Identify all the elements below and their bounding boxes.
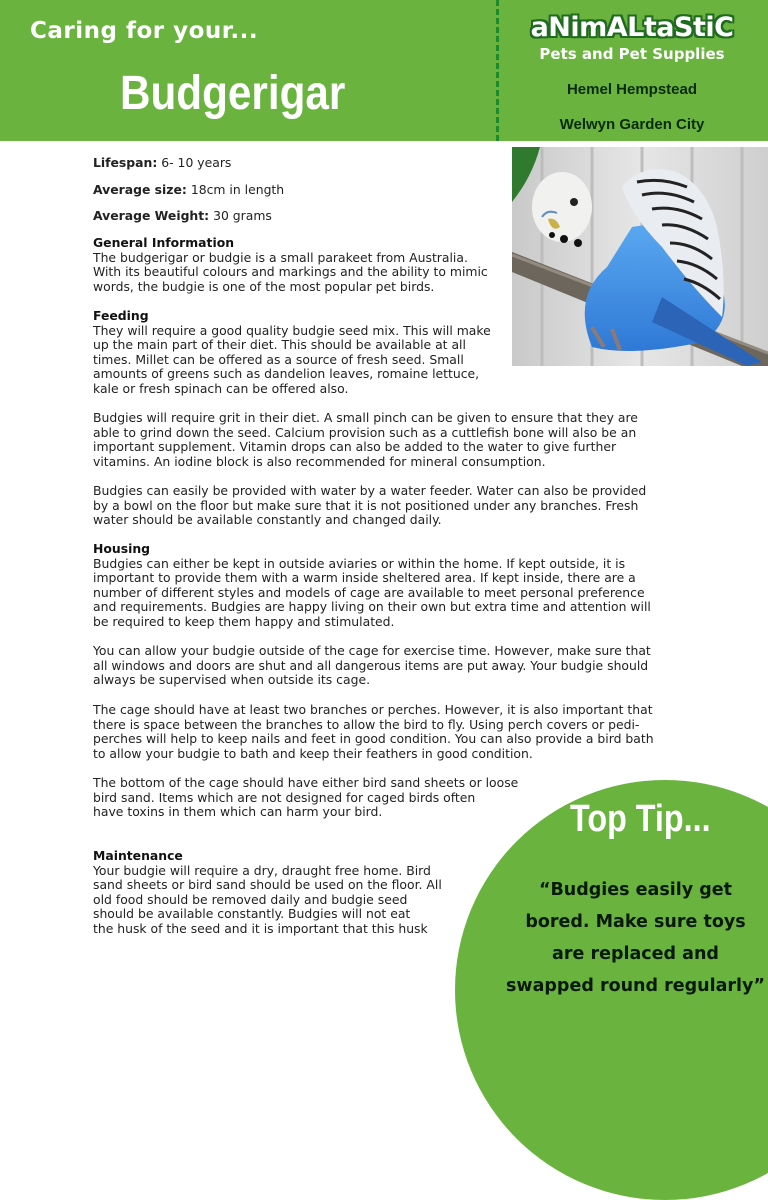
housing-section [93,542,651,630]
housing-line: number of different styles and models of cage are available to meet personal preference [93,584,645,600]
housing-line: Budgies can either be kept in outside aviaries or within the home. If kept outside, it is [93,555,626,571]
housing-line: The cage should have at least two branches or perches. However, it is also important that [93,702,653,717]
feeding-section [93,309,491,397]
maintenance-line: Your budgie will require a dry, draught free home. Bird [93,862,431,878]
lifespan-value: 6- 10 years [157,155,232,170]
top-tip-quote [503,874,768,1002]
feeding-line: times. Millet can be offered as a source of fresh seed. Small [93,351,464,367]
weight-line [93,209,272,224]
top-tip-title: Top Tip... [570,798,711,840]
feeding-line: water should be available constantly and changed daily. [93,512,442,528]
tip-line: “Budgies easily get [538,880,733,900]
feeding-line: kale or fresh spinach can be offered also. [93,380,349,396]
housing-cage-bottom-paragraph [93,776,518,820]
size-line [93,183,284,198]
housing-line: have toxins in them which can harm your bird. [93,804,383,820]
feeding-heading: Feeding [93,308,149,323]
housing-line: to allow your budgie to bath and keep their feathers in good condition. [93,745,533,761]
general-line: words, the budgie is one of the most popular pet birds. [93,278,435,294]
housing-line: be required to keep them happy and stimulated. [93,613,395,629]
housing-line: bird sand. Items which are not designed for caged birds often [93,789,476,805]
maintenance-line: should be available constantly. Budgies will not eat [93,906,411,922]
feeding-line: vitamins. An iodine block is also recommended for mineral consumption. [93,453,546,469]
general-heading: General Information [93,235,235,250]
size-label: Average size: [93,182,187,197]
tip-line: swapped round regularly” [506,976,765,996]
weight-value: 30 grams [209,208,272,223]
header-divider [496,0,499,141]
feeding-line: by a bowl on the floor but make sure that it is not positioned under any branches. Fresh [93,497,639,513]
feeding-line: important supplement. Vitamin drops can also be added to the water to give further [93,439,617,455]
feeding-line: Budgies will require grit in their diet. A small pinch can be given to ensure that they are [93,410,638,425]
housing-exercise-paragraph [93,644,651,688]
maintenance-line: the husk of the seed and it is important that this husk [93,920,428,936]
brand-logo: aNimALtaStiC [530,12,734,43]
feeding-water-paragraph [93,484,646,528]
budgie-photo [512,147,768,366]
housing-line: and requirements. Budgies are happy living on their own but extra time and attention will [93,599,651,615]
housing-line: perches will help to keep nails and feet in good condition. You can also provide a bird bath [93,731,654,747]
store-location-welwyn: Welwyn Garden City [559,116,705,133]
maintenance-heading: Maintenance [93,848,183,863]
housing-line: all windows and doors are shut and all dangerous items are put away. Your budgie should [93,657,649,673]
general-section [93,236,488,294]
feeding-grit-paragraph [93,411,638,469]
feeding-line: amounts of greens such as dandelion leaves, romaine lettuce, [93,366,480,382]
feeding-line: up the main part of their diet. This should be available at all [93,337,466,353]
housing-perches-paragraph [93,703,654,761]
general-line: With its beautiful colours and markings and the ability to mimic [93,264,488,280]
housing-line: always be supervised when outside its cage. [93,672,371,688]
feeding-line: They will require a good quality budgie seed mix. This will make [93,322,491,338]
size-value: 18cm in length [186,182,285,197]
lifespan-label: Lifespan: [93,155,158,170]
maintenance-line: old food should be removed daily and budgie seed [93,891,408,907]
store-location-hemel: Hemel Hempstead [566,81,698,98]
housing-line: You can allow your budgie outside of the cage for exercise time. However, make sure that [93,643,651,658]
lifespan-line [93,156,231,171]
weight-label: Average Weight: [93,208,210,223]
brand-tagline: Pets and Pet Supplies [539,45,725,63]
feeding-line: able to grind down the seed. Calcium provision such as a cuttlefish bone will also be an [93,424,637,440]
housing-line: The bottom of the cage should have either bird sand sheets or loose [93,775,519,790]
maintenance-section [93,849,442,937]
tip-line: bored. Make sure toys [525,912,746,932]
housing-line: important to provide them with a warm inside sheltered area. If kept inside, there are a [93,570,636,586]
housing-heading: Housing [93,541,151,556]
general-line: The budgerigar or budgie is a small parakeet from Australia. [93,249,468,265]
tip-line: are replaced and [552,944,719,964]
caring-for-your-text: Caring for your... [30,18,259,44]
species-title: Budgerigar [120,67,346,120]
maintenance-line: sand sheets or bird sand should be used on the floor. All [93,877,442,893]
housing-line: there is space between the branches to allow the bird to fly. Using perch covers or pedi- [93,716,640,732]
feeding-line: Budgies can easily be provided with water by a water feeder. Water can also be provided [93,483,647,498]
